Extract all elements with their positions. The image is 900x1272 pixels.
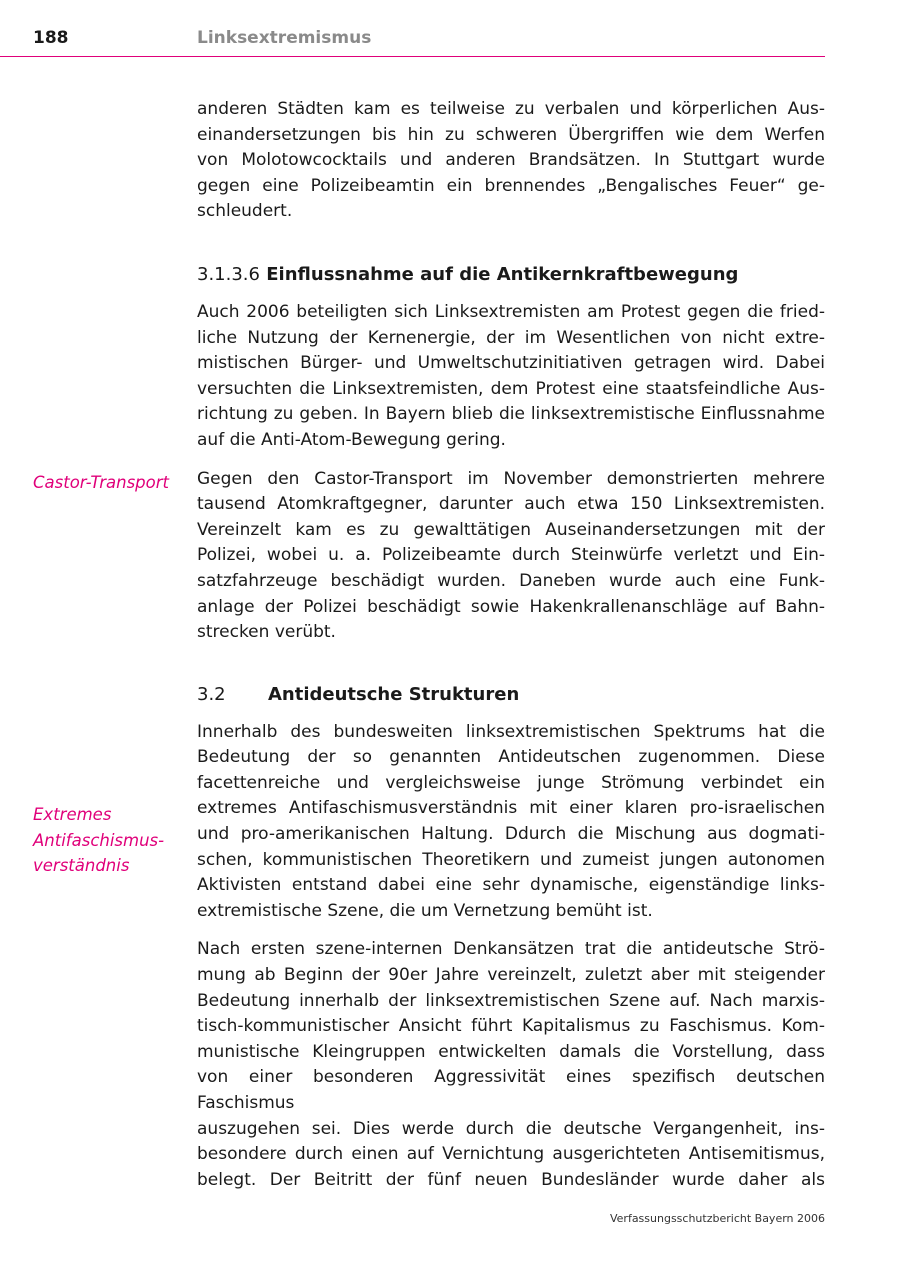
paragraph-4 (197, 720, 825, 925)
section-title: Einflussnahme auf die Antikernkraftbewegung (266, 263, 739, 285)
text-line: tisch-kommunistischer Ansicht führt Kapitalismus zu Faschismus. Kom- (197, 1016, 825, 1037)
text-line: satzfahrzeuge beschädigt wurden. Daneben wurde auch eine Funk- (197, 570, 825, 591)
text-line: von einer besonderen Aggressivität eines spezifisch deutschen Faschismus (197, 1067, 825, 1113)
text-line: facettenreiche und vergleichsweise junge Strömung verbindet ein (197, 772, 825, 793)
text-line: Auch 2006 beteiligten sich Linksextremisten am Protest gegen die fried- (197, 301, 825, 322)
text-line: liche Nutzung der Kernenergie, der im Wesentlichen von nicht extre- (197, 327, 825, 348)
text-line: Aktivisten entstand dabei eine sehr dynamische, eigenständige links- (197, 875, 825, 896)
text-line: auf die Anti-Atom-Bewegung gering. (197, 429, 506, 450)
margin-note-line: verständnis (33, 856, 130, 876)
page-header (0, 26, 825, 57)
text-line: mung ab Beginn der 90er Jahre vereinzelt, zuletzt aber mit steigender (197, 965, 825, 986)
margin-note-line: Castor-Transport (33, 473, 169, 492)
text-line: tausend Atomkraftgegner, darunter auch etwa 150 Linksextremisten. (197, 494, 825, 515)
text-line: mistischen Bürger- und Umweltschutzinitiativen getragen wird. Dabei (197, 353, 825, 374)
section-number: 3.1.3.6 (197, 263, 260, 285)
paragraph-3 (197, 467, 825, 646)
paragraph-5 (197, 937, 825, 1193)
section-heading-3-2 (197, 682, 825, 708)
page-footer: Verfassungsschutzbericht Bayern 2006 (609, 1212, 825, 1225)
margin-note-antifaschismus (33, 802, 164, 879)
text-line: von Molotowcocktails und anderen Brandsätzen. In Stuttgart wurde (197, 150, 825, 171)
paragraph-1 (197, 97, 825, 225)
text-line: richtung zu geben. In Bayern blieb die linksextremistische Einflussnahme (197, 404, 825, 425)
text-line: Gegen den Castor-Transport im November demonstrierten mehrere (197, 468, 825, 489)
text-line: Vereinzelt kam es zu gewalttätigen Auseinandersetzungen mit der (197, 519, 825, 540)
text-line: belegt. Der Beitritt der fünf neuen Bundesländer wurde daher als (197, 1169, 825, 1190)
margin-note-castor-transport (33, 470, 169, 496)
main-text-column (197, 97, 825, 1193)
text-line: strecken verübt. (197, 622, 336, 643)
paragraph-2 (197, 300, 825, 454)
text-line: einandersetzungen bis hin zu schweren Übergriffen wie dem Werfen (197, 124, 825, 145)
text-line: anlage der Polizei beschädigt sowie Hakenkrallenanschläge auf Bahn- (197, 596, 825, 617)
page-number: 188 (33, 28, 69, 48)
text-line: anderen Städten kam es teilweise zu verbalen und körperlichen Aus- (197, 99, 825, 119)
text-line: Polizei, wobei u. a. Polizeibeamte durch Steinwürfe verletzt und Ein- (197, 545, 825, 566)
text-line: extremistische Szene, die um Vernetzung bemüht ist. (197, 900, 653, 921)
text-line: munistische Kleingruppen entwickelten damals die Vorstellung, dass (197, 1041, 825, 1062)
margin-note-line: Antifaschismus- (33, 830, 165, 850)
text-line: Bedeutung der so genannten Antideutschen zugenommen. Diese (197, 747, 825, 768)
text-line: schleudert. (197, 201, 293, 222)
section-heading-3-1-3-6 (197, 262, 825, 288)
text-line: auszugehen sei. Dies werde durch die deutsche Vergangenheit, ins- (197, 1118, 825, 1139)
running-head: Linksextremismus (197, 28, 372, 48)
section-number: 3.2 (197, 683, 226, 705)
text-line: extremes Antifaschismusverständnis mit einer klaren pro-israelischen (197, 798, 825, 819)
text-line: Nach ersten szene-internen Denkansätzen trat die antideutsche Strö- (197, 939, 825, 960)
section-title: Antideutsche Strukturen (268, 683, 520, 705)
text-line: und pro-amerikanischen Haltung. Ddurch die Mischung aus dogmati- (197, 824, 825, 845)
text-line: versuchten die Linksextremisten, dem Protest eine staatsfeindliche Aus- (197, 378, 825, 399)
margin-note-line: Extremes (33, 805, 112, 824)
text-line: Innerhalb des bundesweiten linksextremistischen Spektrums hat die (197, 721, 825, 742)
text-line: gegen eine Polizeibeamtin ein brennendes „Bengalisches Feuer“ ge- (197, 175, 825, 196)
text-line: besondere durch einen auf Vernichtung ausgerichteten Antisemitismus, (197, 1144, 825, 1165)
text-line: schen, kommunistischen Theoretikern und zumeist jungen autonomen (197, 849, 825, 870)
text-line: Bedeutung innerhalb der linksextremistischen Szene auf. Nach marxis- (197, 990, 825, 1011)
